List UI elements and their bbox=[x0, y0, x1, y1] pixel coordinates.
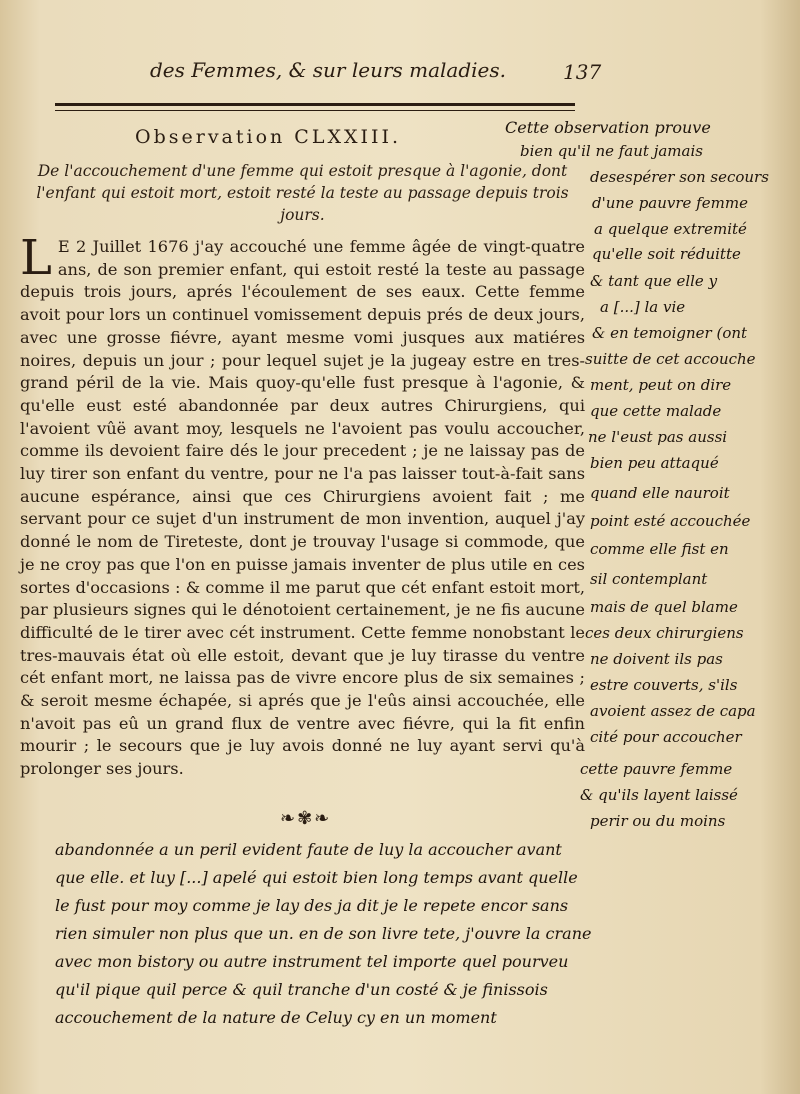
margin-note: ne l'eust pas aussi bbox=[588, 428, 728, 446]
margin-note: & tant que elle y bbox=[590, 272, 718, 290]
header-rule-thin bbox=[55, 110, 575, 111]
ornament-icon: ❧✾❧ bbox=[280, 808, 332, 829]
margin-note: suitte de cet accouche bbox=[585, 350, 756, 368]
bottom-note-line: accouchement de la nature de Celuy cy en un moment bbox=[55, 1008, 497, 1027]
margin-note: Cette observation prouve bbox=[505, 118, 711, 137]
margin-note: que cette malade bbox=[590, 402, 722, 420]
bottom-note-line: qu'il pique quil perce & quil tranche d'un costé & je finissois bbox=[55, 980, 548, 999]
margin-note: & en temoigner (ont bbox=[592, 324, 748, 342]
observation-subtitle: De l'accouchement d'une femme qui estoit presque à l'agonie, dont l'enfant qui estoit mort, estoit resté la teste au passage depuis trois jours. bbox=[36, 162, 569, 224]
body-text-block bbox=[20, 230, 585, 781]
margin-note: a [...] la vie bbox=[600, 298, 686, 316]
margin-note: avoient assez de capa bbox=[590, 702, 756, 720]
margin-note: a quelque extremité bbox=[594, 220, 747, 238]
running-head: des Femmes, & sur leurs maladies. bbox=[150, 58, 507, 82]
body-text: E 2 Juillet 1676 j'ay accouché une femme âgée de vingt-quatre ans, de son premier enfant, qui estoit resté la teste au passage depuis trois jours, aprés l'écoulement de ses eaux. Cette femme avoit pour lors un continuel vomissement depuis prés de deux jours, avec une grosse fiévre, ayant mesme vomi jusques aux matiéres noires, depuis un jour ; pour lequel sujet je la jugeay estre en tres-grand péril de la vie. Mais quoy-qu'elle fust presque à l'agonie, & qu'elle eust esté abandonnée par deux autres Chirurgiens, qui l'avoient vûë avant moy, lesquels ne l'avoient pas voulu accoucher, comme ils devoient faire dés le jour precedent ; je ne laissay pas de luy tirer son enfant du ventre, pour ne l'a pas laisser tout-à-fait sans aucune espérance, ainsi que ces Chirurgiens avoient fait ; me servant pour ce sujet d'un instrument de mon invention, auquel j'ay donné le nom de Tireteste, dont je trouvay l'usage si commode, que je ne croy pas que l'on en puisse jamais inventer de plus utile en ces sortes d'occasions : & comme il me parut que cét enfant estoit mort, par plusieurs signes qui le dénotoient certainement, je ne fis aucune difficulté de le tirer avec cét instrument. Cette femme nonobstant le tres-mauvais état où elle estoit, devant que je luy tirasse du ventre cét enfant mort, ne laissa pas de vivre encore plus de six semaines ; & seroit mesme échapée, si aprés que je l'eûs ainsi accouchée, elle n'avoit pas eû un grand flux de ventre avec fiévre, qui la fit enfin mourir ; le secours que je luy avois donné ne luy ayant servi qu'à prolonger ses jours. bbox=[20, 237, 585, 779]
margin-note: ne doivent ils pas bbox=[590, 650, 723, 668]
margin-note: bien qu'il ne faut jamais bbox=[520, 142, 703, 160]
bottom-note-line: que elle. et luy [...] apelé qui estoit bien long temps avant quelle bbox=[55, 868, 578, 887]
margin-note: d'une pauvre femme bbox=[592, 194, 748, 212]
bottom-note-line: rien simuler non plus que un. en de son livre tete, j'ouvre la crane bbox=[55, 924, 592, 943]
margin-note: ment, peut on dire bbox=[590, 376, 732, 394]
margin-note: point esté accouchée bbox=[590, 512, 751, 530]
observation-title: Observation CLXXIII. bbox=[135, 126, 402, 148]
body-paragraph bbox=[20, 230, 585, 781]
margin-note: sil contemplant bbox=[590, 570, 708, 588]
page-number: 137 bbox=[563, 60, 602, 84]
margin-note: bien peu attaqué bbox=[590, 454, 719, 472]
bottom-note-line: avec mon bistory ou autre instrument tel importe quel pourveu bbox=[55, 952, 569, 971]
drop-cap: L bbox=[20, 230, 52, 286]
bottom-note-line: le fust pour moy comme je lay des ja dit je le repete encor sans bbox=[55, 896, 569, 915]
margin-note: ces deux chirurgiens bbox=[585, 624, 744, 642]
margin-note: cité pour accoucher bbox=[590, 728, 742, 746]
header-rule bbox=[55, 103, 575, 106]
margin-note: desespérer son secours bbox=[590, 168, 769, 186]
margin-note: quand elle nauroit bbox=[590, 484, 730, 502]
margin-note: comme elle fist en bbox=[590, 540, 729, 558]
margin-note: perir ou du moins bbox=[590, 812, 726, 830]
margin-note: & qu'ils layent laissé bbox=[580, 786, 738, 804]
margin-note: mais de quel blame bbox=[590, 598, 738, 616]
margin-note: cette pauvre femme bbox=[580, 760, 733, 778]
margin-note: estre couverts, s'ils bbox=[590, 676, 738, 694]
margin-note: qu'elle soit réduitte bbox=[592, 245, 741, 263]
bottom-note-line: abandonnée a un peril evident faute de luy la accoucher avant bbox=[55, 840, 562, 859]
